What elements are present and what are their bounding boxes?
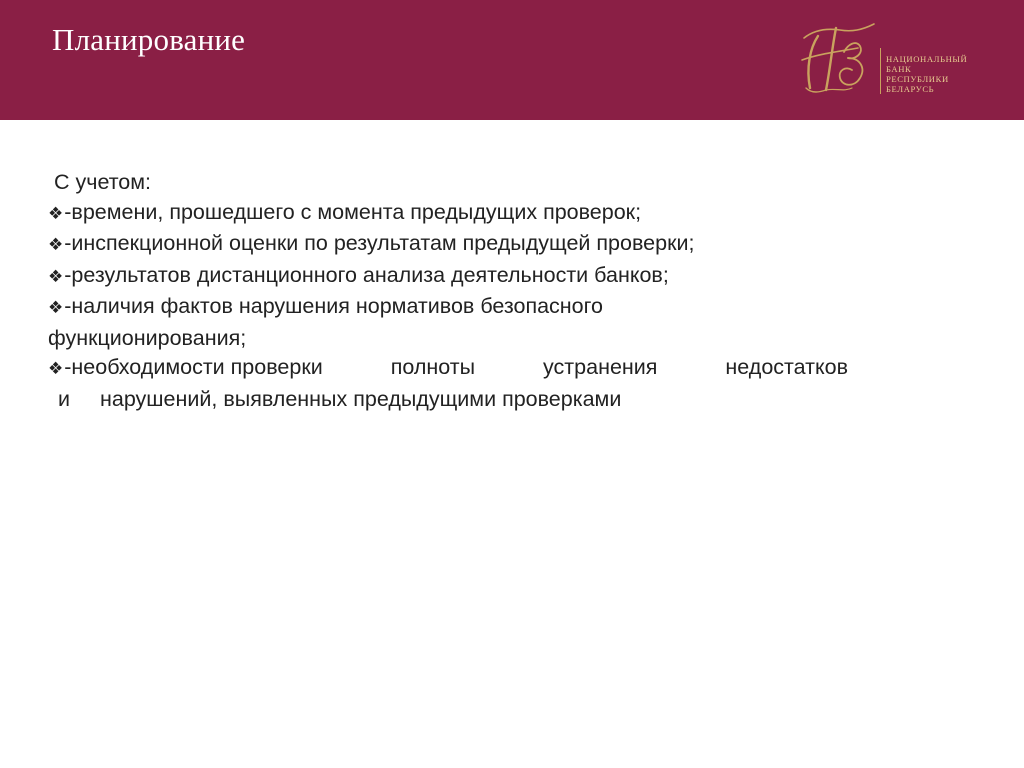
list-item: [48, 261, 868, 293]
logo-line: РЕСПУБЛИКИ: [886, 74, 949, 84]
national-bank-logo: [796, 18, 1006, 102]
list-item-word: полноты: [390, 355, 476, 379]
list-item: [48, 353, 848, 385]
logo-line: БЕЛАРУСЬ: [886, 84, 935, 94]
logo-caption: [886, 54, 967, 94]
list-item-word: нарушений, выявленных предыдущими проверками: [100, 386, 622, 411]
slide-body: [48, 168, 868, 414]
diamond-bullet-icon: ❖: [48, 203, 64, 224]
intro-text: С учетом:: [54, 170, 152, 194]
list-item-word: и: [58, 386, 71, 411]
list-item-text: -результатов дистанционного анализа деятельности банков;: [64, 262, 669, 287]
monogram-icon: [796, 18, 880, 102]
list-item-word: недостатков: [725, 355, 848, 379]
list-item: [48, 292, 868, 324]
list-item-text: -наличия фактов нарушения нормативов безопасного: [64, 294, 603, 318]
diamond-bullet-icon: ❖: [48, 298, 64, 318]
header-bar: [0, 0, 1024, 120]
list-item-word: -необходимости проверки: [64, 355, 323, 379]
list-item-text: -времени, прошедшего с момента предыдущих проверок;: [64, 199, 642, 224]
list-item-word: устранения: [543, 355, 658, 379]
logo-line: НАЦИОНАЛЬНЫЙ: [886, 54, 968, 64]
list-item-continuation: функционирования;: [48, 325, 247, 350]
list-item: [48, 229, 868, 261]
list-item-first-words: [48, 353, 323, 385]
diamond-bullet-icon: ❖: [48, 266, 64, 287]
list-item: [48, 198, 868, 230]
list-item-text: -инспекционной оценки по результатам предыдущей проверки;: [64, 231, 695, 255]
list-item-continuation: [48, 385, 868, 415]
logo-line: БАНК: [886, 64, 912, 74]
logo-divider: [880, 48, 881, 94]
diamond-bullet-icon: ❖: [48, 359, 64, 379]
slide-title: Планирование: [52, 22, 246, 57]
diamond-bullet-icon: ❖: [48, 235, 64, 255]
